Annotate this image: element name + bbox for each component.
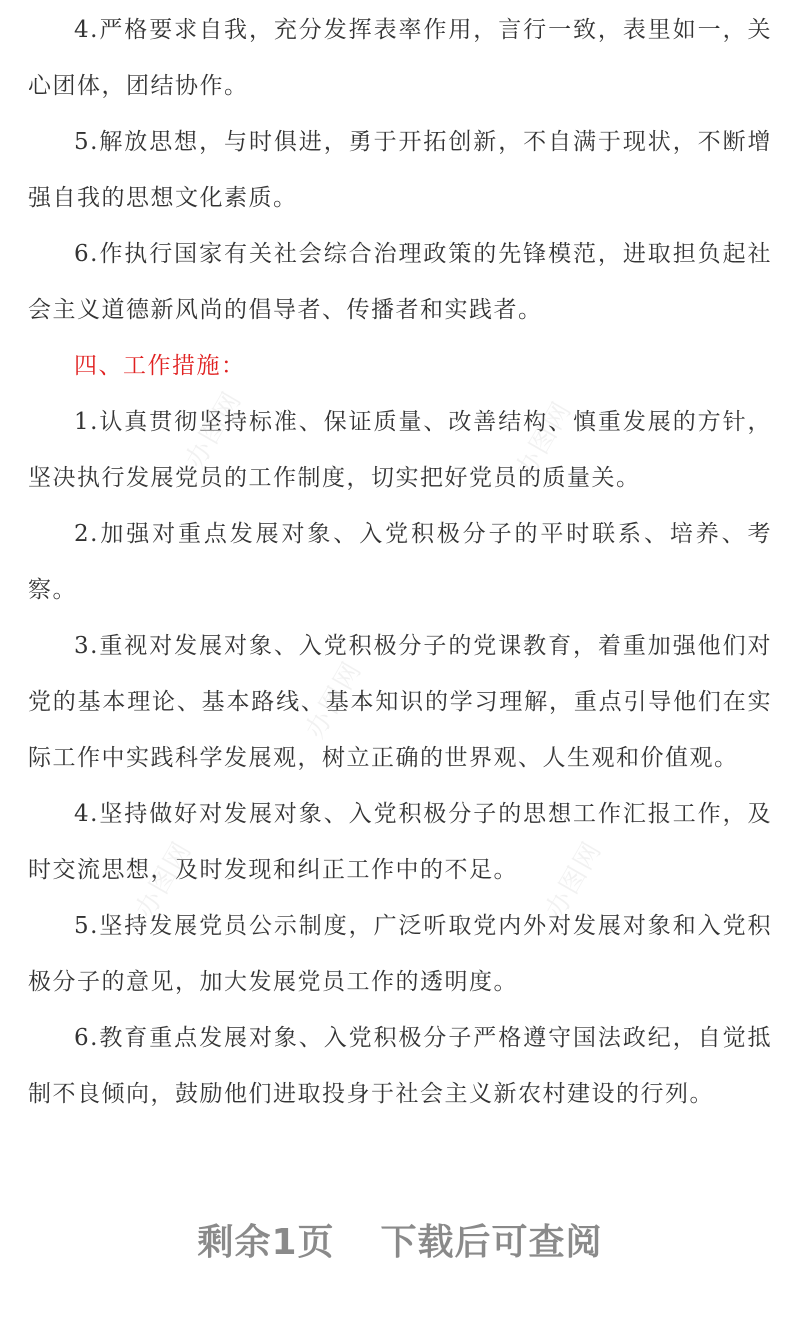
watermark: 办图网	[180, 385, 249, 474]
section-heading-work-measures: 四、工作措施：	[74, 353, 246, 379]
paragraph-item-6: 6.作执行国家有关社会综合治理政策的先锋模范，进取担负起社会主义道德新风尚的倡导者、传播者和实践者。	[28, 241, 772, 323]
measure-item-5: 5.坚持发展党员公示制度，广泛听取党内外对发展对象和入党积极分子的意见，加大发展党员工作的透明度。	[28, 913, 772, 995]
measure-item-2: 2.加强对重点发展对象、入党积极分子的平时联系、培养、考察。	[28, 521, 772, 603]
watermark: 办图网	[540, 835, 609, 924]
measure-item-3: 3.重视对发展对象、入党积极分子的党课教育，着重加强他们对党的基本理论、基本路线、基本知识的学习理解，重点引导他们在实际工作中实践科学发展观，树立正确的世界观、人生观和价值观。	[28, 633, 772, 771]
measure-item-1: 1.认真贯彻坚持标准、保证质量、改善结构、慎重发展的方针，坚决执行发展党员的工作制度，切实把好党员的质量关。	[28, 409, 772, 491]
watermark: 办图网	[510, 395, 579, 484]
download-prompt[interactable]	[0, 1214, 800, 1265]
download-to-view-label: 下载后可查阅	[380, 1222, 603, 1263]
paragraph-item-5: 5.解放思想，与时俱进，勇于开拓创新，不自满于现状，不断增强自我的思想文化素质。	[28, 129, 772, 211]
paragraph-item-4: 4.严格要求自我，充分发挥表率作用，言行一致，表里如一，关心团体，团结协作。	[28, 17, 772, 99]
measure-item-6: 6.教育重点发展对象、入党积极分子严格遵守国法政纪，自觉抵制不良倾向，鼓励他们进取投身于社会主义新农村建设的行列。	[28, 1025, 772, 1107]
watermark: 办图网	[300, 655, 369, 744]
remaining-pages-label: 剩余1页	[197, 1222, 335, 1263]
measure-item-4: 4.坚持做好对发展对象、入党积极分子的思想工作汇报工作，及时交流思想，及时发现和纠正工作中的不足。	[28, 801, 772, 883]
document-body	[28, 0, 772, 1122]
watermark: 办图网	[130, 835, 199, 924]
